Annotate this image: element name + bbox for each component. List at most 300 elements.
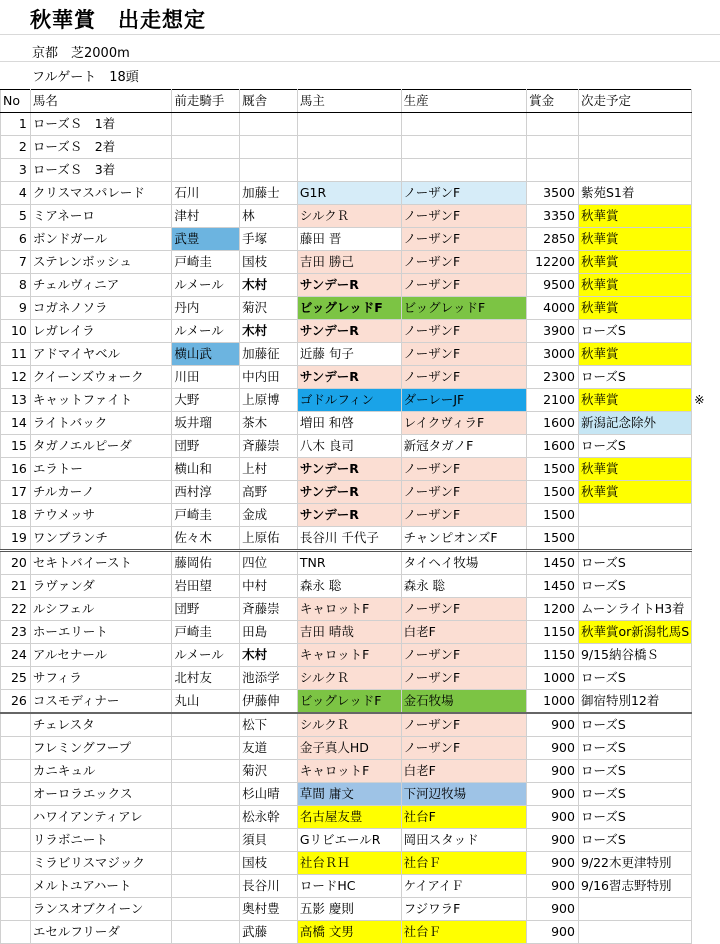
- cell-horse-name: サフィラ: [30, 667, 172, 690]
- col-header-owner: 馬主: [297, 90, 401, 113]
- cell-owner: 森永 聡: [297, 575, 401, 598]
- cell-next-race: 紫苑S1着: [578, 182, 691, 205]
- cell-jockey: [172, 852, 240, 875]
- cell-breeder: ノーザンF: [401, 343, 527, 366]
- cell-note: [692, 598, 720, 621]
- cell-stable: 松下: [240, 713, 298, 737]
- cell-next-race: ローズS: [578, 551, 691, 575]
- cell-owner: 吉田 勝己: [297, 251, 401, 274]
- cell-next-race: 秋華賞: [578, 251, 691, 274]
- cell-next-race: ローズS: [578, 435, 691, 458]
- cell-jockey: [172, 760, 240, 783]
- header-row: [1, 90, 720, 113]
- cell-stable: 金成: [240, 504, 298, 527]
- col-header-stable: 厩舎: [240, 90, 298, 113]
- cell-note: [692, 829, 720, 852]
- cell-no: 26: [1, 690, 31, 714]
- cell-note: [692, 527, 720, 551]
- cell-no: 1: [1, 113, 31, 136]
- cell-horse-name: ラヴァンダ: [30, 575, 172, 598]
- cell-note: [692, 366, 720, 389]
- cell-note: [692, 852, 720, 875]
- cell-prize: 3500: [527, 182, 579, 205]
- cell-breeder: ノーザンF: [401, 598, 527, 621]
- cell-owner: 名古屋友豊: [297, 806, 401, 829]
- cell-stable: 林: [240, 205, 298, 228]
- cell-no: 24: [1, 644, 31, 667]
- cell-next-race: ローズS: [578, 829, 691, 852]
- table-row: [1, 113, 720, 136]
- cell-stable: 斉藤崇: [240, 435, 298, 458]
- cell-no: [1, 898, 31, 921]
- cell-jockey: [172, 159, 240, 182]
- cell-owner: TNR: [297, 551, 401, 575]
- cell-breeder: フジワラF: [401, 898, 527, 921]
- cell-next-race: ローズS: [578, 806, 691, 829]
- cell-note: [692, 551, 720, 575]
- cell-horse-name: クリスマスパレード: [30, 182, 172, 205]
- cell-owner: キャロットF: [297, 598, 401, 621]
- table-row: [1, 527, 720, 551]
- cell-note: [692, 159, 720, 182]
- cell-breeder: ノーザンF: [401, 205, 527, 228]
- cell-horse-name: コガネノソラ: [30, 297, 172, 320]
- cell-prize: 1500: [527, 458, 579, 481]
- cell-jockey: 戸崎圭: [172, 621, 240, 644]
- cell-note: [692, 251, 720, 274]
- cell-owner: 藤田 晋: [297, 228, 401, 251]
- cell-stable: 武藤: [240, 921, 298, 944]
- cell-horse-name: ボンドガール: [30, 228, 172, 251]
- cell-no: 16: [1, 458, 31, 481]
- cell-no: 10: [1, 320, 31, 343]
- cell-breeder: ノーザンF: [401, 737, 527, 760]
- cell-next-race: ローズS: [578, 366, 691, 389]
- cell-jockey: 津村: [172, 205, 240, 228]
- cell-prize: 2850: [527, 228, 579, 251]
- cell-owner: サンデーR: [297, 481, 401, 504]
- table-row: [1, 875, 720, 898]
- cell-stable: 加藤征: [240, 343, 298, 366]
- cell-stable: 奥村豊: [240, 898, 298, 921]
- cell-breeder: ダーレーJF: [401, 389, 527, 412]
- cell-no: [1, 713, 31, 737]
- cell-owner: シルクＲ: [297, 205, 401, 228]
- cell-owner: サンデーR: [297, 366, 401, 389]
- cell-next-race: ローズS: [578, 320, 691, 343]
- cell-owner: 社台ＲＨ: [297, 852, 401, 875]
- cell-horse-name: ランスオブクイーン: [30, 898, 172, 921]
- cell-owner: 八木 良司: [297, 435, 401, 458]
- cell-note: [692, 621, 720, 644]
- cell-prize: 900: [527, 713, 579, 737]
- cell-note: [692, 644, 720, 667]
- cell-prize: [527, 159, 579, 182]
- table-row: [1, 644, 720, 667]
- cell-next-race: 秋華賞: [578, 343, 691, 366]
- cell-no: 13: [1, 389, 31, 412]
- cell-horse-name: ライトバック: [30, 412, 172, 435]
- cell-breeder: ノーザンF: [401, 320, 527, 343]
- cell-jockey: 大野: [172, 389, 240, 412]
- cell-owner: キャロットF: [297, 760, 401, 783]
- cell-next-race: ローズS: [578, 760, 691, 783]
- cell-horse-name: クイーンズウォーク: [30, 366, 172, 389]
- cell-note: [692, 297, 720, 320]
- cell-stable: 中内田: [240, 366, 298, 389]
- cell-jockey: [172, 806, 240, 829]
- cell-prize: 900: [527, 875, 579, 898]
- cell-stable: 木村: [240, 320, 298, 343]
- cell-note: [692, 737, 720, 760]
- cell-owner: 金子真人HD: [297, 737, 401, 760]
- cell-jockey: [172, 136, 240, 159]
- cell-prize: 1000: [527, 667, 579, 690]
- cell-horse-name: オーロラエックス: [30, 783, 172, 806]
- cell-next-race: 御宿特別12着: [578, 690, 691, 714]
- cell-prize: 3900: [527, 320, 579, 343]
- cell-no: 7: [1, 251, 31, 274]
- cell-jockey: 丸山: [172, 690, 240, 714]
- cell-breeder: ノーザンF: [401, 481, 527, 504]
- cell-breeder: 社台Ｆ: [401, 852, 527, 875]
- cell-horse-name: エセルフリーダ: [30, 921, 172, 944]
- cell-horse-name: フレミングフープ: [30, 737, 172, 760]
- divider: [0, 34, 720, 35]
- cell-stable: 斉藤崇: [240, 598, 298, 621]
- cell-horse-name: アドマイヤベル: [30, 343, 172, 366]
- cell-horse-name: ワンブランチ: [30, 527, 172, 551]
- cell-owner: ゴドルフィン: [297, 389, 401, 412]
- cell-no: [1, 737, 31, 760]
- cell-no: [1, 806, 31, 829]
- table-row: [1, 575, 720, 598]
- cell-no: 5: [1, 205, 31, 228]
- cell-breeder: ノーザンF: [401, 667, 527, 690]
- cell-breeder: 社台Ｆ: [401, 921, 527, 944]
- cell-note: [692, 205, 720, 228]
- cell-stable: 木村: [240, 644, 298, 667]
- cell-jockey: 川田: [172, 366, 240, 389]
- cell-next-race: 新潟記念除外: [578, 412, 691, 435]
- cell-stable: 伊藤伸: [240, 690, 298, 714]
- cell-jockey: 団野: [172, 598, 240, 621]
- cell-prize: 1200: [527, 598, 579, 621]
- cell-prize: 900: [527, 921, 579, 944]
- table-row: [1, 320, 720, 343]
- cell-owner: サンデーR: [297, 274, 401, 297]
- cell-owner: サンデーR: [297, 320, 401, 343]
- cell-jockey: 戸崎圭: [172, 504, 240, 527]
- cell-no: 19: [1, 527, 31, 551]
- cell-stable: 杉山晴: [240, 783, 298, 806]
- cell-next-race: [578, 113, 691, 136]
- cell-breeder: 岡田スタッド: [401, 829, 527, 852]
- cell-prize: 1450: [527, 551, 579, 575]
- cell-jockey: [172, 898, 240, 921]
- cell-prize: 1150: [527, 621, 579, 644]
- cell-no: 20: [1, 551, 31, 575]
- cell-stable: 友道: [240, 737, 298, 760]
- cell-no: [1, 783, 31, 806]
- table-row: [1, 690, 720, 714]
- cell-next-race: ローズS: [578, 783, 691, 806]
- cell-breeder: 白老F: [401, 621, 527, 644]
- cell-next-race: ローズS: [578, 667, 691, 690]
- col-header-name: 馬名: [30, 90, 172, 113]
- cell-owner: 五影 慶則: [297, 898, 401, 921]
- cell-owner: ビッグレッドF: [297, 690, 401, 714]
- table-row: [1, 621, 720, 644]
- cell-next-race: 秋華賞: [578, 481, 691, 504]
- cell-breeder: 金石牧場: [401, 690, 527, 714]
- cell-no: [1, 829, 31, 852]
- cell-no: 21: [1, 575, 31, 598]
- cell-no: 9: [1, 297, 31, 320]
- cell-prize: 1500: [527, 504, 579, 527]
- cell-owner: 増田 和啓: [297, 412, 401, 435]
- cell-stable: 加藤士: [240, 182, 298, 205]
- cell-stable: 長谷川: [240, 875, 298, 898]
- cell-owner: キャロットF: [297, 644, 401, 667]
- col-header-prize: 賞金: [527, 90, 579, 113]
- table-row: [1, 806, 720, 829]
- table-row: [1, 136, 720, 159]
- cell-stable: 上村: [240, 458, 298, 481]
- empty-cell: [692, 90, 720, 113]
- cell-jockey: ルメール: [172, 274, 240, 297]
- table-row: [1, 389, 720, 412]
- cell-prize: 900: [527, 806, 579, 829]
- cell-jockey: 横山武: [172, 343, 240, 366]
- cell-horse-name: テウメッサ: [30, 504, 172, 527]
- cell-horse-name: チェルヴィニア: [30, 274, 172, 297]
- cell-next-race: 秋華賞: [578, 389, 691, 412]
- cell-jockey: 丹内: [172, 297, 240, 320]
- cell-breeder: ノーザンF: [401, 228, 527, 251]
- cell-note: [692, 458, 720, 481]
- cell-note: ※: [694, 392, 705, 407]
- table-row: [1, 228, 720, 251]
- cell-note: [692, 806, 720, 829]
- cell-horse-name: ルシフェル: [30, 598, 172, 621]
- cell-prize: 900: [527, 898, 579, 921]
- cell-breeder: ノーザンF: [401, 713, 527, 737]
- cell-prize: 900: [527, 760, 579, 783]
- table-row: [1, 481, 720, 504]
- col-header-jockey: 前走騎手: [172, 90, 240, 113]
- table-row: [1, 829, 720, 852]
- cell-owner: [297, 136, 401, 159]
- cell-stable: 高野: [240, 481, 298, 504]
- table-row: [1, 852, 720, 875]
- cell-note: [692, 690, 720, 714]
- page-title: 秋華賞 出走想定: [30, 8, 206, 32]
- cell-horse-name: アルセナール: [30, 644, 172, 667]
- cell-breeder: [401, 113, 527, 136]
- cell-owner: ビッグレッドF: [297, 297, 401, 320]
- cell-prize: 1500: [527, 481, 579, 504]
- cell-owner: 高橋 文男: [297, 921, 401, 944]
- cell-stable: [240, 136, 298, 159]
- cell-horse-name: タガノエルピーダ: [30, 435, 172, 458]
- cell-breeder: 新冠タガノF: [401, 435, 527, 458]
- cell-owner: G1R: [297, 182, 401, 205]
- entries-table: [0, 89, 720, 944]
- cell-horse-name: ローズＳ 1着: [30, 113, 172, 136]
- cell-stable: 須貝: [240, 829, 298, 852]
- cell-owner: [297, 113, 401, 136]
- cell-jockey: 団野: [172, 435, 240, 458]
- cell-breeder: ノーザンF: [401, 182, 527, 205]
- cell-jockey: 戸崎圭: [172, 251, 240, 274]
- table-row: [1, 251, 720, 274]
- cell-breeder: 下河辺牧場: [401, 783, 527, 806]
- cell-no: 2: [1, 136, 31, 159]
- cell-prize: 9500: [527, 274, 579, 297]
- cell-breeder: 白老F: [401, 760, 527, 783]
- cell-prize: 900: [527, 829, 579, 852]
- cell-breeder: ノーザンF: [401, 644, 527, 667]
- cell-prize: 2100: [527, 389, 579, 412]
- cell-breeder: レイクヴィラF: [401, 412, 527, 435]
- cell-breeder: ケイアイＦ: [401, 875, 527, 898]
- table-row: [1, 343, 720, 366]
- cell-no: [1, 852, 31, 875]
- table-row: [1, 921, 720, 944]
- cell-note: [692, 343, 720, 366]
- col-header-next: 次走予定: [578, 90, 691, 113]
- cell-owner: 近藤 旬子: [297, 343, 401, 366]
- cell-horse-name: セキトバイースト: [30, 551, 172, 575]
- cell-next-race: 秋華賞: [578, 205, 691, 228]
- cell-breeder: ノーザンF: [401, 366, 527, 389]
- cell-jockey: 横山和: [172, 458, 240, 481]
- table-row: [1, 297, 720, 320]
- table-row: [1, 898, 720, 921]
- col-header-no: No: [1, 90, 31, 113]
- cell-prize: [527, 113, 579, 136]
- cell-breeder: 森永 聡: [401, 575, 527, 598]
- cell-next-race: 秋華賞: [578, 458, 691, 481]
- cell-jockey: 坂井瑠: [172, 412, 240, 435]
- cell-prize: [527, 136, 579, 159]
- cell-stable: 菊沢: [240, 297, 298, 320]
- cell-no: 14: [1, 412, 31, 435]
- cell-note: [692, 228, 720, 251]
- cell-prize: 4000: [527, 297, 579, 320]
- cell-horse-name: カニキュル: [30, 760, 172, 783]
- cell-stable: 松永幹: [240, 806, 298, 829]
- cell-owner: 吉田 晴哉: [297, 621, 401, 644]
- table-row: [1, 760, 720, 783]
- table-row: [1, 598, 720, 621]
- cell-next-race: [578, 159, 691, 182]
- divider: [0, 61, 720, 62]
- cell-no: 6: [1, 228, 31, 251]
- cell-no: 3: [1, 159, 31, 182]
- cell-stable: 上原佑: [240, 527, 298, 551]
- cell-horse-name: キャットファイト: [30, 389, 172, 412]
- table-row: [1, 667, 720, 690]
- cell-no: 11: [1, 343, 31, 366]
- cell-horse-name: ローズＳ 3着: [30, 159, 172, 182]
- cell-next-race: [578, 921, 691, 944]
- cell-note: [692, 921, 720, 944]
- cell-horse-name: ハワイアンティアレ: [30, 806, 172, 829]
- cell-no: 4: [1, 182, 31, 205]
- cell-no: 18: [1, 504, 31, 527]
- cell-horse-name: レガレイラ: [30, 320, 172, 343]
- cell-no: [1, 921, 31, 944]
- cell-horse-name: チルカーノ: [30, 481, 172, 504]
- cell-horse-name: エラトー: [30, 458, 172, 481]
- cell-breeder: [401, 159, 527, 182]
- cell-prize: 1500: [527, 527, 579, 551]
- table-row: [1, 713, 720, 737]
- cell-owner: 草間 庸文: [297, 783, 401, 806]
- cell-breeder: ビッグレッドF: [401, 297, 527, 320]
- cell-no: 22: [1, 598, 31, 621]
- cell-jockey: 武豊: [172, 228, 240, 251]
- cell-jockey: [172, 713, 240, 737]
- cell-jockey: [172, 737, 240, 760]
- cell-no: 23: [1, 621, 31, 644]
- table-row: [1, 737, 720, 760]
- cell-owner: サンデーR: [297, 458, 401, 481]
- cell-stable: 国枝: [240, 251, 298, 274]
- cell-horse-name: ローズＳ 2着: [30, 136, 172, 159]
- cell-prize: 1600: [527, 412, 579, 435]
- cell-note: [692, 113, 720, 136]
- cell-jockey: [172, 875, 240, 898]
- cell-next-race: 秋華賞: [578, 274, 691, 297]
- cell-stable: 田島: [240, 621, 298, 644]
- cell-next-race: [578, 504, 691, 527]
- table-row: [1, 182, 720, 205]
- cell-next-race: ローズS: [578, 575, 691, 598]
- cell-prize: 12200: [527, 251, 579, 274]
- cell-no: [1, 760, 31, 783]
- table-row: [1, 412, 720, 435]
- cell-horse-name: コスモディナー: [30, 690, 172, 714]
- table-row: [1, 366, 720, 389]
- cell-jockey: 佐々木: [172, 527, 240, 551]
- cell-no: 8: [1, 274, 31, 297]
- cell-breeder: [401, 136, 527, 159]
- cell-note: [692, 481, 720, 504]
- cell-breeder: ノーザンF: [401, 504, 527, 527]
- cell-horse-name: メルトユアハート: [30, 875, 172, 898]
- cell-note: [692, 435, 720, 458]
- cell-jockey: ルメール: [172, 320, 240, 343]
- cell-breeder: 社台F: [401, 806, 527, 829]
- cell-jockey: ルメール: [172, 644, 240, 667]
- cell-stable: 国枝: [240, 852, 298, 875]
- cell-note: [692, 898, 720, 921]
- cell-next-race: 9/22木更津特別: [578, 852, 691, 875]
- cell-prize: 2300: [527, 366, 579, 389]
- cell-horse-name: ホーエリート: [30, 621, 172, 644]
- cell-jockey: 北村友: [172, 667, 240, 690]
- cell-stable: 手塚: [240, 228, 298, 251]
- cell-jockey: [172, 113, 240, 136]
- cell-stable: 中村: [240, 575, 298, 598]
- cell-note: [692, 504, 720, 527]
- cell-next-race: ムーンライトH3着: [578, 598, 691, 621]
- cell-stable: 茶木: [240, 412, 298, 435]
- col-header-breeder: 生産: [401, 90, 527, 113]
